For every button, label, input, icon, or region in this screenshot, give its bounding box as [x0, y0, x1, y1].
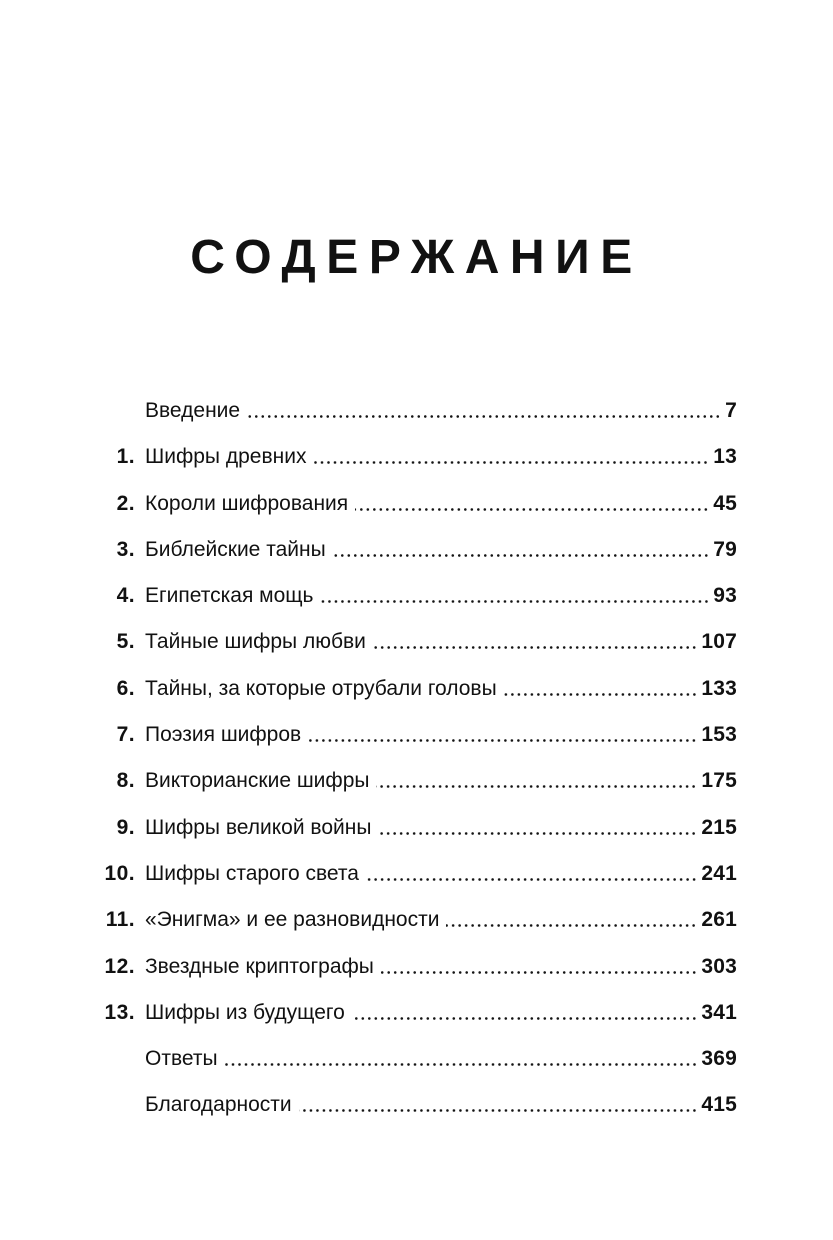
toc-entry-number: 13.: [104, 1000, 135, 1024]
toc-entry-page: 303: [701, 954, 737, 978]
toc-dotted-leader: [376, 785, 697, 788]
toc-entry: [100, 813, 737, 842]
toc-entry-page: 241: [701, 861, 737, 885]
toc-entry-page: 215: [701, 815, 737, 839]
toc-entry-page: 133: [701, 676, 737, 700]
toc-entry-title: Короли шифрования: [145, 491, 349, 515]
toc-entry-title: Шифры старого света: [145, 861, 359, 885]
toc-entry-number: 5.: [116, 630, 135, 654]
toc-entry-number: 8.: [116, 769, 135, 793]
toc-entry-number: 9.: [116, 815, 135, 839]
toc-dotted-leader: [225, 1063, 698, 1066]
toc-entry: [100, 535, 737, 564]
toc-entry-title: Введение: [145, 399, 241, 422]
toc-entry-page: 153: [701, 723, 737, 747]
toc-entry: [100, 1090, 737, 1119]
toc-entry: [100, 720, 737, 749]
toc-entry-title: Ответы: [145, 1047, 218, 1071]
toc-entry-number: 12.: [104, 954, 135, 978]
toc-entry-title: «Энигма» и ее разновидности: [145, 908, 440, 932]
toc-entry-number: 4.: [116, 584, 135, 608]
toc-entry-title: Библейские тайны: [145, 537, 326, 561]
toc-entry-number: 7.: [116, 723, 135, 747]
toc-dotted-leader: [366, 878, 697, 881]
toc-dotted-leader: [378, 832, 697, 835]
toc-entry-page: 79: [713, 537, 737, 561]
toc-entry-title: Тайны, за которые отрубали головы: [145, 676, 497, 700]
toc-entry-title: Поэзия шифров: [145, 723, 302, 747]
toc-entry-number: 3.: [116, 537, 135, 561]
page-title: СОДЕРЖАНИЕ: [190, 231, 643, 285]
toc-dotted-leader: [504, 693, 698, 696]
toc-entry: [100, 859, 737, 888]
toc-entry-number: 2.: [116, 491, 135, 515]
toc-entry-title: Викторианские шифры: [145, 769, 370, 793]
toc-dotted-leader: [321, 600, 710, 603]
toc-dotted-leader: [333, 554, 710, 557]
table-of-contents: [100, 396, 737, 1137]
toc-entry-page: 415: [701, 1093, 737, 1117]
toc-entry-page: 175: [701, 769, 737, 793]
toc-entry-page: 13: [713, 445, 737, 469]
toc-entry-page: 341: [701, 1000, 737, 1024]
toc-dotted-leader: [373, 646, 697, 649]
toc-entry: [100, 1044, 737, 1073]
toc-dotted-leader: [247, 415, 721, 418]
toc-entry: [100, 952, 737, 981]
toc-dotted-leader: [352, 1017, 698, 1020]
toc-entry: [100, 442, 737, 471]
toc-entry-title: Благодарности: [145, 1093, 292, 1117]
toc-dotted-leader: [299, 1109, 698, 1112]
toc-entry-title: Звездные криптографы: [145, 954, 374, 978]
toc-entry-title: Шифры древних: [145, 445, 307, 469]
toc-entry: [100, 396, 737, 425]
toc-dotted-leader: [313, 461, 709, 464]
toc-dotted-leader: [355, 508, 709, 511]
toc-entry-page: 107: [701, 630, 737, 654]
toc-dotted-leader: [308, 739, 697, 742]
toc-entry-number: 1.: [116, 445, 135, 469]
toc-entry: [100, 766, 737, 795]
toc-entry: [100, 489, 737, 518]
toc-entry: [100, 674, 737, 703]
toc-entry-page: 369: [701, 1047, 737, 1071]
toc-entry: [100, 581, 737, 610]
toc-entry-page: 261: [701, 908, 737, 932]
toc-entry: [100, 627, 737, 656]
toc-entry-number: 6.: [116, 676, 135, 700]
toc-entry-number: 11.: [105, 908, 135, 932]
toc-entry-title: Шифры из будущего: [145, 1000, 345, 1024]
toc-entry-title: Шифры великой войны: [145, 815, 372, 839]
toc-entry-number: 10.: [104, 861, 135, 885]
toc-entry-page: 7: [725, 399, 737, 422]
toc-entry-title: Тайные шифры любви: [145, 630, 366, 654]
toc-entry-page: 93: [713, 584, 737, 608]
toc-entry: [100, 998, 737, 1027]
toc-dotted-leader: [446, 924, 697, 927]
toc-dotted-leader: [381, 971, 697, 974]
toc-entry-title: Египетская мощь: [145, 584, 314, 608]
toc-entry-page: 45: [713, 491, 737, 515]
toc-entry: [100, 905, 737, 934]
